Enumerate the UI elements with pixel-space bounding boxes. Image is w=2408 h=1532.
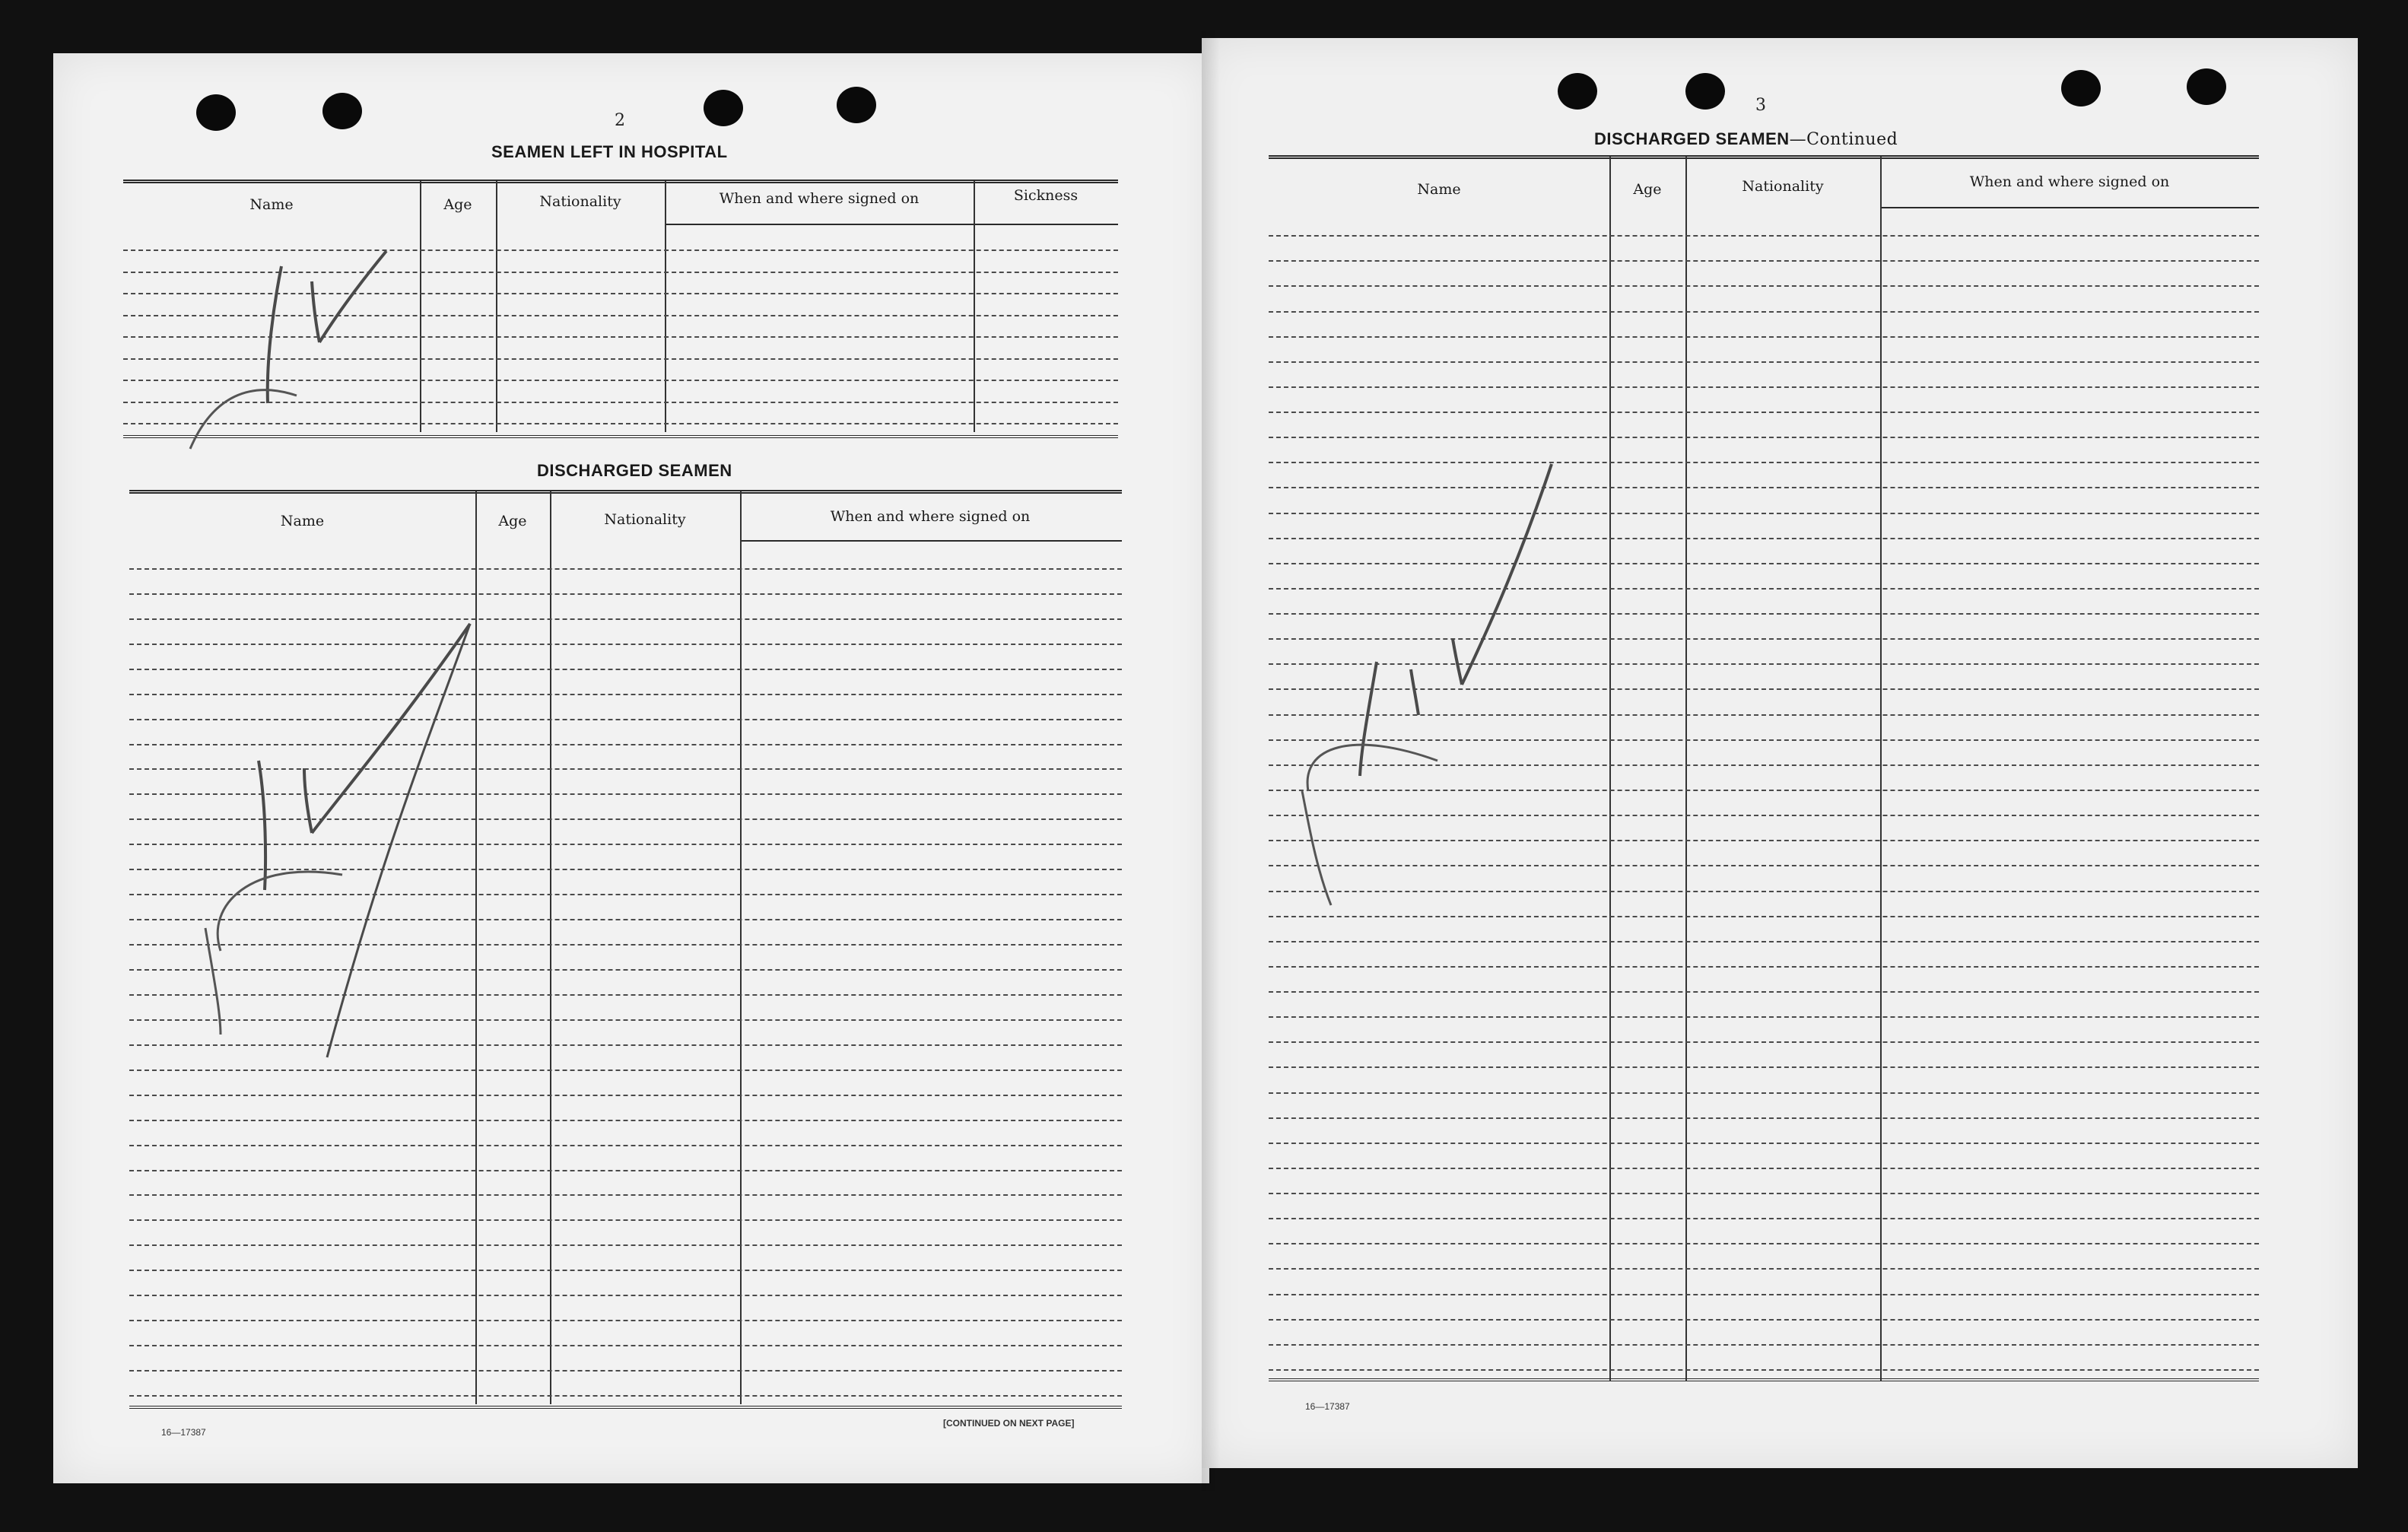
punch-hole: [1685, 73, 1725, 110]
table-row-line: [1269, 1268, 2259, 1270]
table-row-line: [1269, 1218, 2259, 1219]
table-row-line: [1269, 285, 2259, 287]
punch-hole: [704, 90, 743, 126]
table-row-line: [1269, 311, 2259, 313]
column-header-nationality: Nationality: [604, 511, 686, 528]
column-header-signed-on: When and where signed on: [830, 508, 1031, 525]
section-title-discharged: DISCHARGED SEAMEN: [537, 461, 732, 480]
column-header-age: Age: [443, 196, 472, 213]
page-fold: [1202, 30, 1220, 1491]
table-row-line: [129, 1395, 1122, 1397]
punch-hole: [837, 87, 876, 123]
table-row-line: [129, 568, 1122, 570]
column-header-name: Name: [249, 196, 294, 213]
section-title-discharged-continued: [1594, 129, 1898, 149]
punch-hole: [1558, 73, 1597, 110]
page-number: 2: [615, 111, 625, 130]
section-title-text: DISCHARGED SEAMEN: [1594, 129, 1790, 148]
table-row-line: [1269, 1143, 2259, 1144]
table-row-line: [1269, 386, 2259, 388]
column-header-signed-on: When and where signed on: [719, 190, 920, 207]
table-row-line: [1269, 916, 2259, 917]
table-row-line: [129, 1370, 1122, 1371]
table-row-line: [129, 1145, 1122, 1146]
column-header-nationality: Nationality: [539, 193, 621, 210]
table-row-line: [1269, 1193, 2259, 1194]
table-row-line: [1269, 941, 2259, 942]
table-row-line: [1269, 1369, 2259, 1371]
table-row-line: [129, 1295, 1122, 1296]
section-title-suffix: —Continued: [1789, 130, 1898, 149]
table-row-line: [1269, 336, 2259, 338]
punch-hole: [196, 94, 236, 131]
table-row-line: [129, 593, 1122, 595]
punch-hole: [322, 93, 362, 129]
table-row-line: [1269, 966, 2259, 968]
punch-hole: [2061, 70, 2101, 106]
table-row-line: [1269, 1092, 2259, 1094]
table-row-line: [129, 1270, 1122, 1271]
table-row-line: [1269, 1243, 2259, 1244]
column-header-age: Age: [1633, 181, 1662, 198]
table-row-line: [129, 1244, 1122, 1246]
table-row-line: [1269, 1066, 2259, 1068]
table-row-line: [1269, 1344, 2259, 1346]
table-row-line: [129, 1219, 1122, 1221]
table-row-line: [129, 1120, 1122, 1121]
table-row-line: [1269, 991, 2259, 993]
table-row-line: [1269, 1319, 2259, 1321]
form-number: 16—17387: [1305, 1401, 1350, 1412]
table-row-line: [1269, 1168, 2259, 1169]
bleed-through-left: [190, 133, 198, 160]
punch-hole: [2187, 68, 2226, 105]
table-row-line: [129, 1320, 1122, 1321]
table-row-line: [129, 1345, 1122, 1346]
column-header-nationality: Nationality: [1742, 178, 1824, 195]
table-row-line: [1269, 361, 2259, 363]
table-row-line: [1269, 235, 2259, 237]
table-row-line: [1269, 1016, 2259, 1018]
table-row-line: [1269, 412, 2259, 413]
table-row-line: [129, 1070, 1122, 1071]
table-row-line: [129, 1194, 1122, 1196]
page-number: 3: [1755, 96, 1766, 115]
table-row-line: [1269, 1117, 2259, 1119]
column-header-sickness: Sickness: [1013, 187, 1079, 204]
column-header-signed-on: When and where signed on: [1969, 173, 2170, 190]
table-row-line: [1269, 1294, 2259, 1295]
pencil-check-mark: [198, 609, 487, 1065]
column-header-name: Name: [1417, 181, 1461, 198]
column-header-name: Name: [280, 513, 325, 529]
continued-note: [CONTINUED ON NEXT PAGE]: [943, 1418, 1075, 1429]
pencil-check-mark: [183, 243, 426, 472]
form-number: 16—17387: [161, 1427, 206, 1438]
pencil-check-mark: [1293, 456, 1567, 913]
table-row-line: [1269, 260, 2259, 262]
section-title-hospital: SEAMEN LEFT IN HOSPITAL: [491, 142, 728, 161]
column-header-age: Age: [498, 513, 527, 529]
table-row-line: [129, 1095, 1122, 1096]
table-row-line: [1269, 437, 2259, 438]
table-row-line: [1269, 1041, 2259, 1043]
table-row-line: [129, 1170, 1122, 1171]
